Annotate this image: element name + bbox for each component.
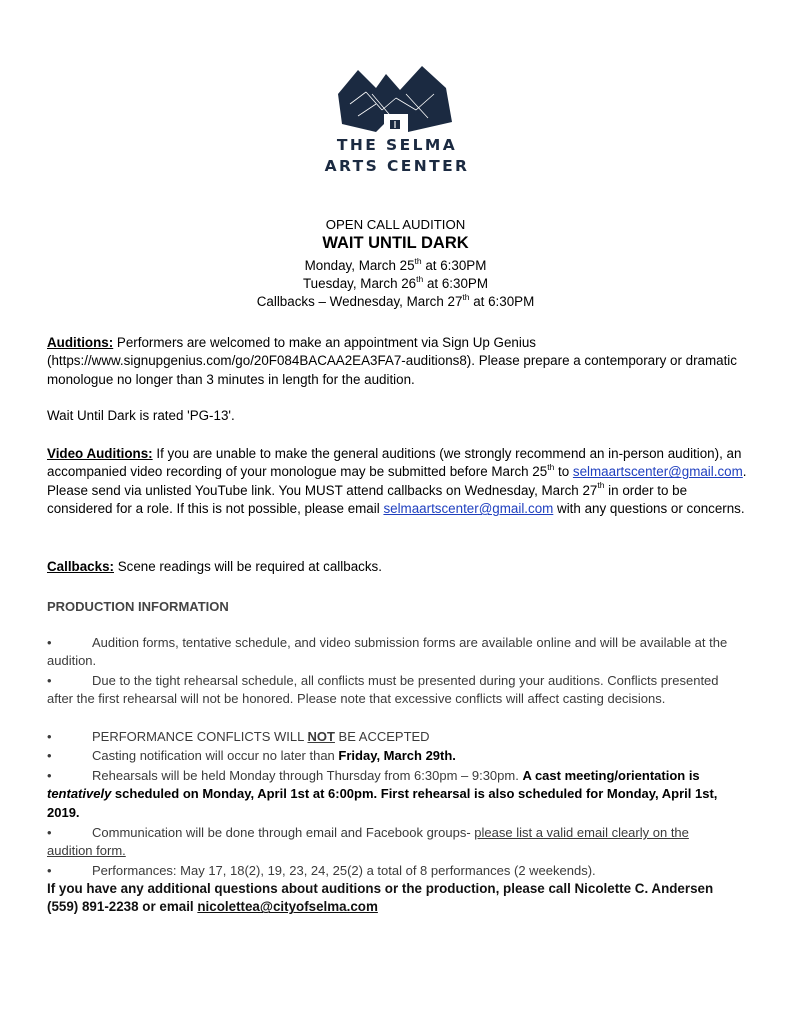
bullet-7-text: Performances: May 17, 18(2), 19, 23, 24, 25(2) a total of 8 performances (2 weekends). xyxy=(92,863,596,878)
theater-building-icon xyxy=(336,64,456,136)
bullet-icon: • xyxy=(47,863,52,878)
bullet-6-text: Communication will be done through email and Facebook groups- xyxy=(92,825,475,840)
bullet-icon: • xyxy=(47,729,52,744)
audition-date-2 xyxy=(0,273,791,291)
bullet-5-italic: tentatively xyxy=(47,786,112,802)
date3-time: at 6:30PM xyxy=(469,294,535,309)
date1-time: at 6:30PM xyxy=(421,258,487,273)
email-link-1[interactable]: selmaartscenter@gmail.com xyxy=(572,464,743,480)
production-info-heading: PRODUCTION INFORMATION xyxy=(47,599,229,614)
bullet-3-not: NOT xyxy=(307,729,335,744)
date2-time: at 6:30PM xyxy=(423,276,488,291)
logo-text-line2: ARTS CENTER xyxy=(324,157,470,175)
closing-email-link[interactable]: nicolettea@cityofselma.com xyxy=(197,899,378,915)
date3-sup: th xyxy=(462,291,470,302)
video-text-1: If you are unable to make the general auditions (we strongly recommend an in-person audition), an accompanied video recording of your monologue may be submitted before March 25 xyxy=(47,446,742,480)
show-title: WAIT UNTIL DARK xyxy=(322,234,469,252)
bullet-item-5 xyxy=(47,767,737,822)
bullet-3-end: BE ACCEPTED xyxy=(334,729,430,744)
bullet-3-text: PERFORMANCE CONFLICTS WILL xyxy=(92,729,308,744)
callbacks-paragraph xyxy=(47,558,747,576)
bullet-2-text: Due to the tight rehearsal schedule, all conflicts must be presented during your auditions. Conflicts presented after the first rehearsal will not be honored. Please note that excessive conflicts will affect casting decisions. xyxy=(47,673,719,707)
closing-paragraph xyxy=(47,880,737,917)
logo-text-line1: THE SELMA xyxy=(336,136,458,154)
bullet-icon: • xyxy=(47,635,52,650)
video-text-3: . Please send via unlisted YouTube link. You MUST attend callbacks on Wednesday, March 27 xyxy=(47,464,747,498)
video-auditions-label: Video Auditions: xyxy=(47,446,153,461)
rating-paragraph: Wait Until Dark is rated 'PG-13'. xyxy=(47,408,235,423)
bullet-item-2 xyxy=(47,672,737,709)
auditions-paragraph xyxy=(47,334,747,389)
video-text-4: in order to be considered for a role. If this is not possible, please email xyxy=(47,482,688,517)
date3-text: Callbacks – Wednesday, March 27 xyxy=(256,294,463,309)
date2-text: Tuesday, March 26 xyxy=(303,276,417,291)
bullet-5-text: Rehearsals will be held Monday through Thursday from 6:30pm – 9:30pm. xyxy=(92,768,523,783)
bullet-item-3 xyxy=(47,728,737,746)
callback-date xyxy=(0,291,791,309)
audition-date-1 xyxy=(0,255,791,273)
bullet-icon: • xyxy=(47,768,52,783)
date2-sup: th xyxy=(416,273,424,284)
bullet-5-bold-1: A cast meeting/orientation is xyxy=(522,768,700,783)
bullet-item-7 xyxy=(47,862,737,880)
video-auditions-paragraph xyxy=(47,445,747,519)
bullet-6-underlined: please list a valid email clearly on the audition form. xyxy=(47,825,689,859)
selma-arts-center-logo xyxy=(324,64,470,176)
bullet-icon: • xyxy=(47,673,52,688)
bullet-5-bold-2: scheduled on Monday, April 1st at 6:00pm. First rehearsal is also scheduled for Monday, April 1st, 2019. xyxy=(47,786,718,820)
bullet-item-6 xyxy=(47,824,737,861)
bullet-item-4 xyxy=(47,747,737,765)
auditions-text: Performers are welcomed to make an appointment via Sign Up Genius (https://www.signupgenius.com/go/20F084BACAA2EA3FA7-auditions8). Please prepare a contemporary or dramatic monologue no longer than 3 minutes in length for the audition. xyxy=(47,335,737,387)
bullet-4-date: Friday, March 29th. xyxy=(338,748,456,763)
date1-text: Monday, March 25 xyxy=(304,258,415,273)
auditions-label: Auditions: xyxy=(47,335,114,350)
open-call-heading: OPEN CALL AUDITION xyxy=(325,217,466,232)
video-sup-2: th xyxy=(597,480,605,491)
bullet-icon: • xyxy=(47,825,52,840)
callbacks-text: Scene readings will be required at callbacks. xyxy=(114,559,382,574)
video-sup-1: th xyxy=(547,461,555,472)
video-text-5: with any questions or concerns. xyxy=(553,501,745,517)
bullet-icon: • xyxy=(47,748,52,763)
bullet-item-1 xyxy=(47,634,737,671)
email-link-2[interactable]: selmaartscenter@gmail.com xyxy=(383,501,554,517)
date1-sup: th xyxy=(414,255,422,266)
closing-text: If you have any additional questions about auditions or the production, please call Nicolette C. Andersen (559) 891-2238 or email xyxy=(47,881,714,915)
bullet-1-text: Audition forms, tentative schedule, and video submission forms are available online and will be available at the audition. xyxy=(47,635,728,669)
callbacks-label: Callbacks: xyxy=(47,559,114,574)
video-text-2: to xyxy=(554,464,573,480)
bullet-4-text: Casting notification will occur no later than xyxy=(92,748,339,763)
